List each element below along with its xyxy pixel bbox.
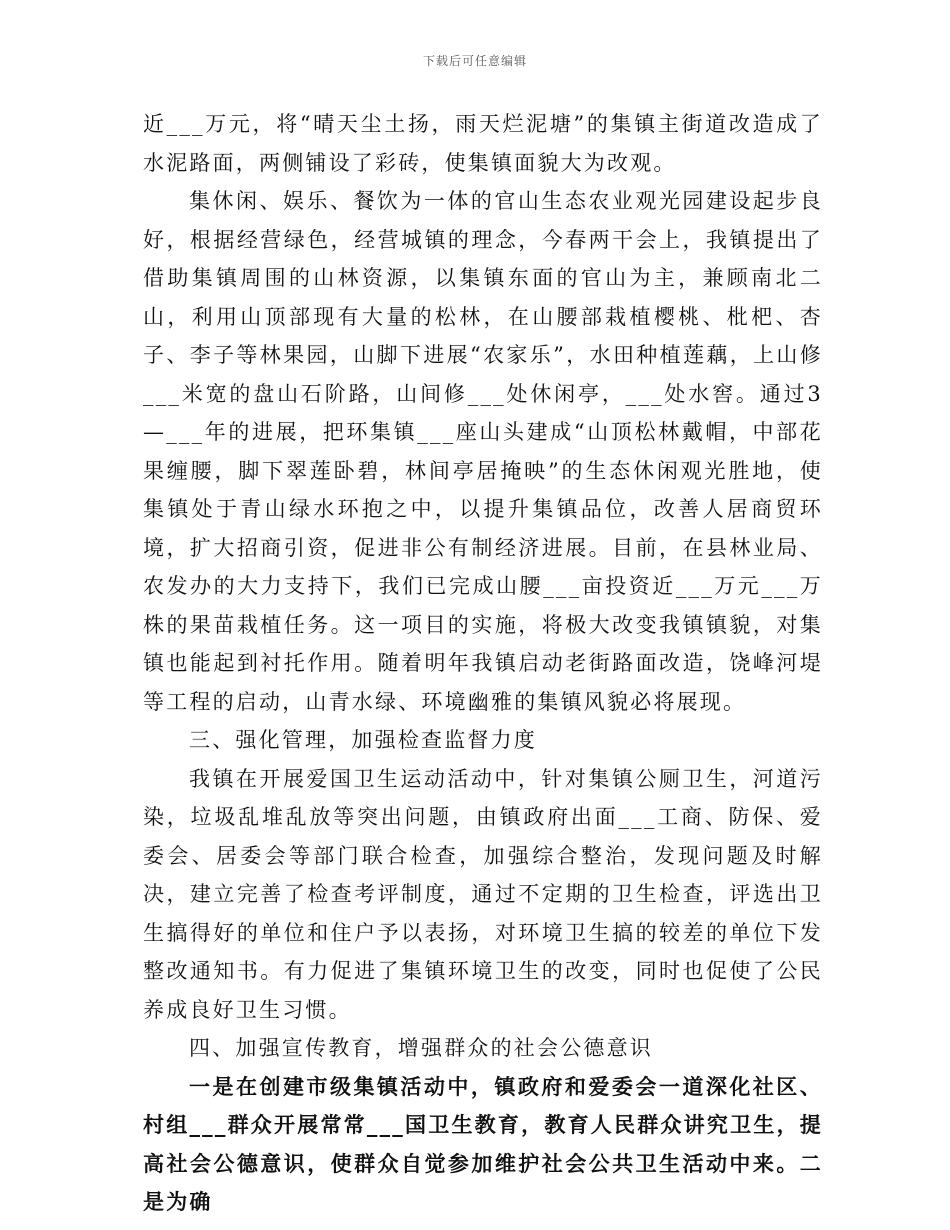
page-header-note: 下载后可任意编辑 (422, 54, 527, 68)
paragraph-inspection: 我镇在开展爱国卫生运动活动中，针对集镇公厕卫生，河道污染，垃圾乱堆乱放等突出问题，由镇政府出面___工商、防保、爱委会、居委会等部门联合检查，加强综合整治，发现问题及时解决，建立完善了检查考评制度，通过不定期的卫生检查，评选出卫生搞得好的单位和住户予以表扬，对环境卫生搞的较差的单位下发整改通知书。有力促进了集镇环境卫生的改变，同时也促使了公民养成良好卫生习惯。 (143, 766, 823, 1022)
section-heading-education: 四、加强宣传教育，增强群众的社会公德意识 (189, 1036, 653, 1060)
paragraph-education: 一是在创建市级集镇活动中，镇政府和爱委会一道深化社区、村组___群众开展常常___国卫生教育，教育人民群众讲究卫生，提高社会公德意识，使群众自觉参加维护社会公共卫生活动中来。二是为确 (143, 1073, 823, 1214)
section-heading-management: 三、强化管理，加强检查监督力度 (189, 728, 537, 752)
paragraph-eco-park: 集休闲、娱乐、餐饮为一体的官山生态农业观光园建设起步良好，根据经营绿色，经营城镇的理念，今春两干会上，我镇提出了借助集镇周围的山林资源，以集镇东面的官山为主，兼顾南北二山，利用山顶部现有大量的松林，在山腰部栽植樱桃、枇杷、杏子、李子等林果园，山脚下进展“农家乐”，水田种植莲藕，上山修___米宽的盘山石阶路，山间修___处休闲亭，___处水窖。通过3—___年的进展，把环集镇___座山头建成“山顶松林戴帽，中部花果缠腰，脚下翠莲卧碧，林间亭居掩映”的生态休闲观光胜地，使集镇处于青山绿水环抱之中，以提升集镇品位，改善人居商贸环境，扩大招商引资，促进非公有制经济进展。目前，在县林业局、农发办的大力支持下，我们已完成山腰___亩投资近___万元___万株的果苗栽植任务。这一项目的实施，将极大改变我镇镇貌，对集镇也能起到衬托作用。随着明年我镇启动老街路面改造，饶峰河堤等工程的启动，山青水绿、环境幽雅的集镇风貌必将展现。 (143, 189, 823, 714)
paragraph-street-renovation: 近___万元，将“晴天尘土扬，雨天烂泥塘”的集镇主街道改造成了水泥路面，两侧铺设了彩砖，使集镇面貌大为改观。 (143, 112, 823, 175)
document-body (143, 105, 823, 1222)
